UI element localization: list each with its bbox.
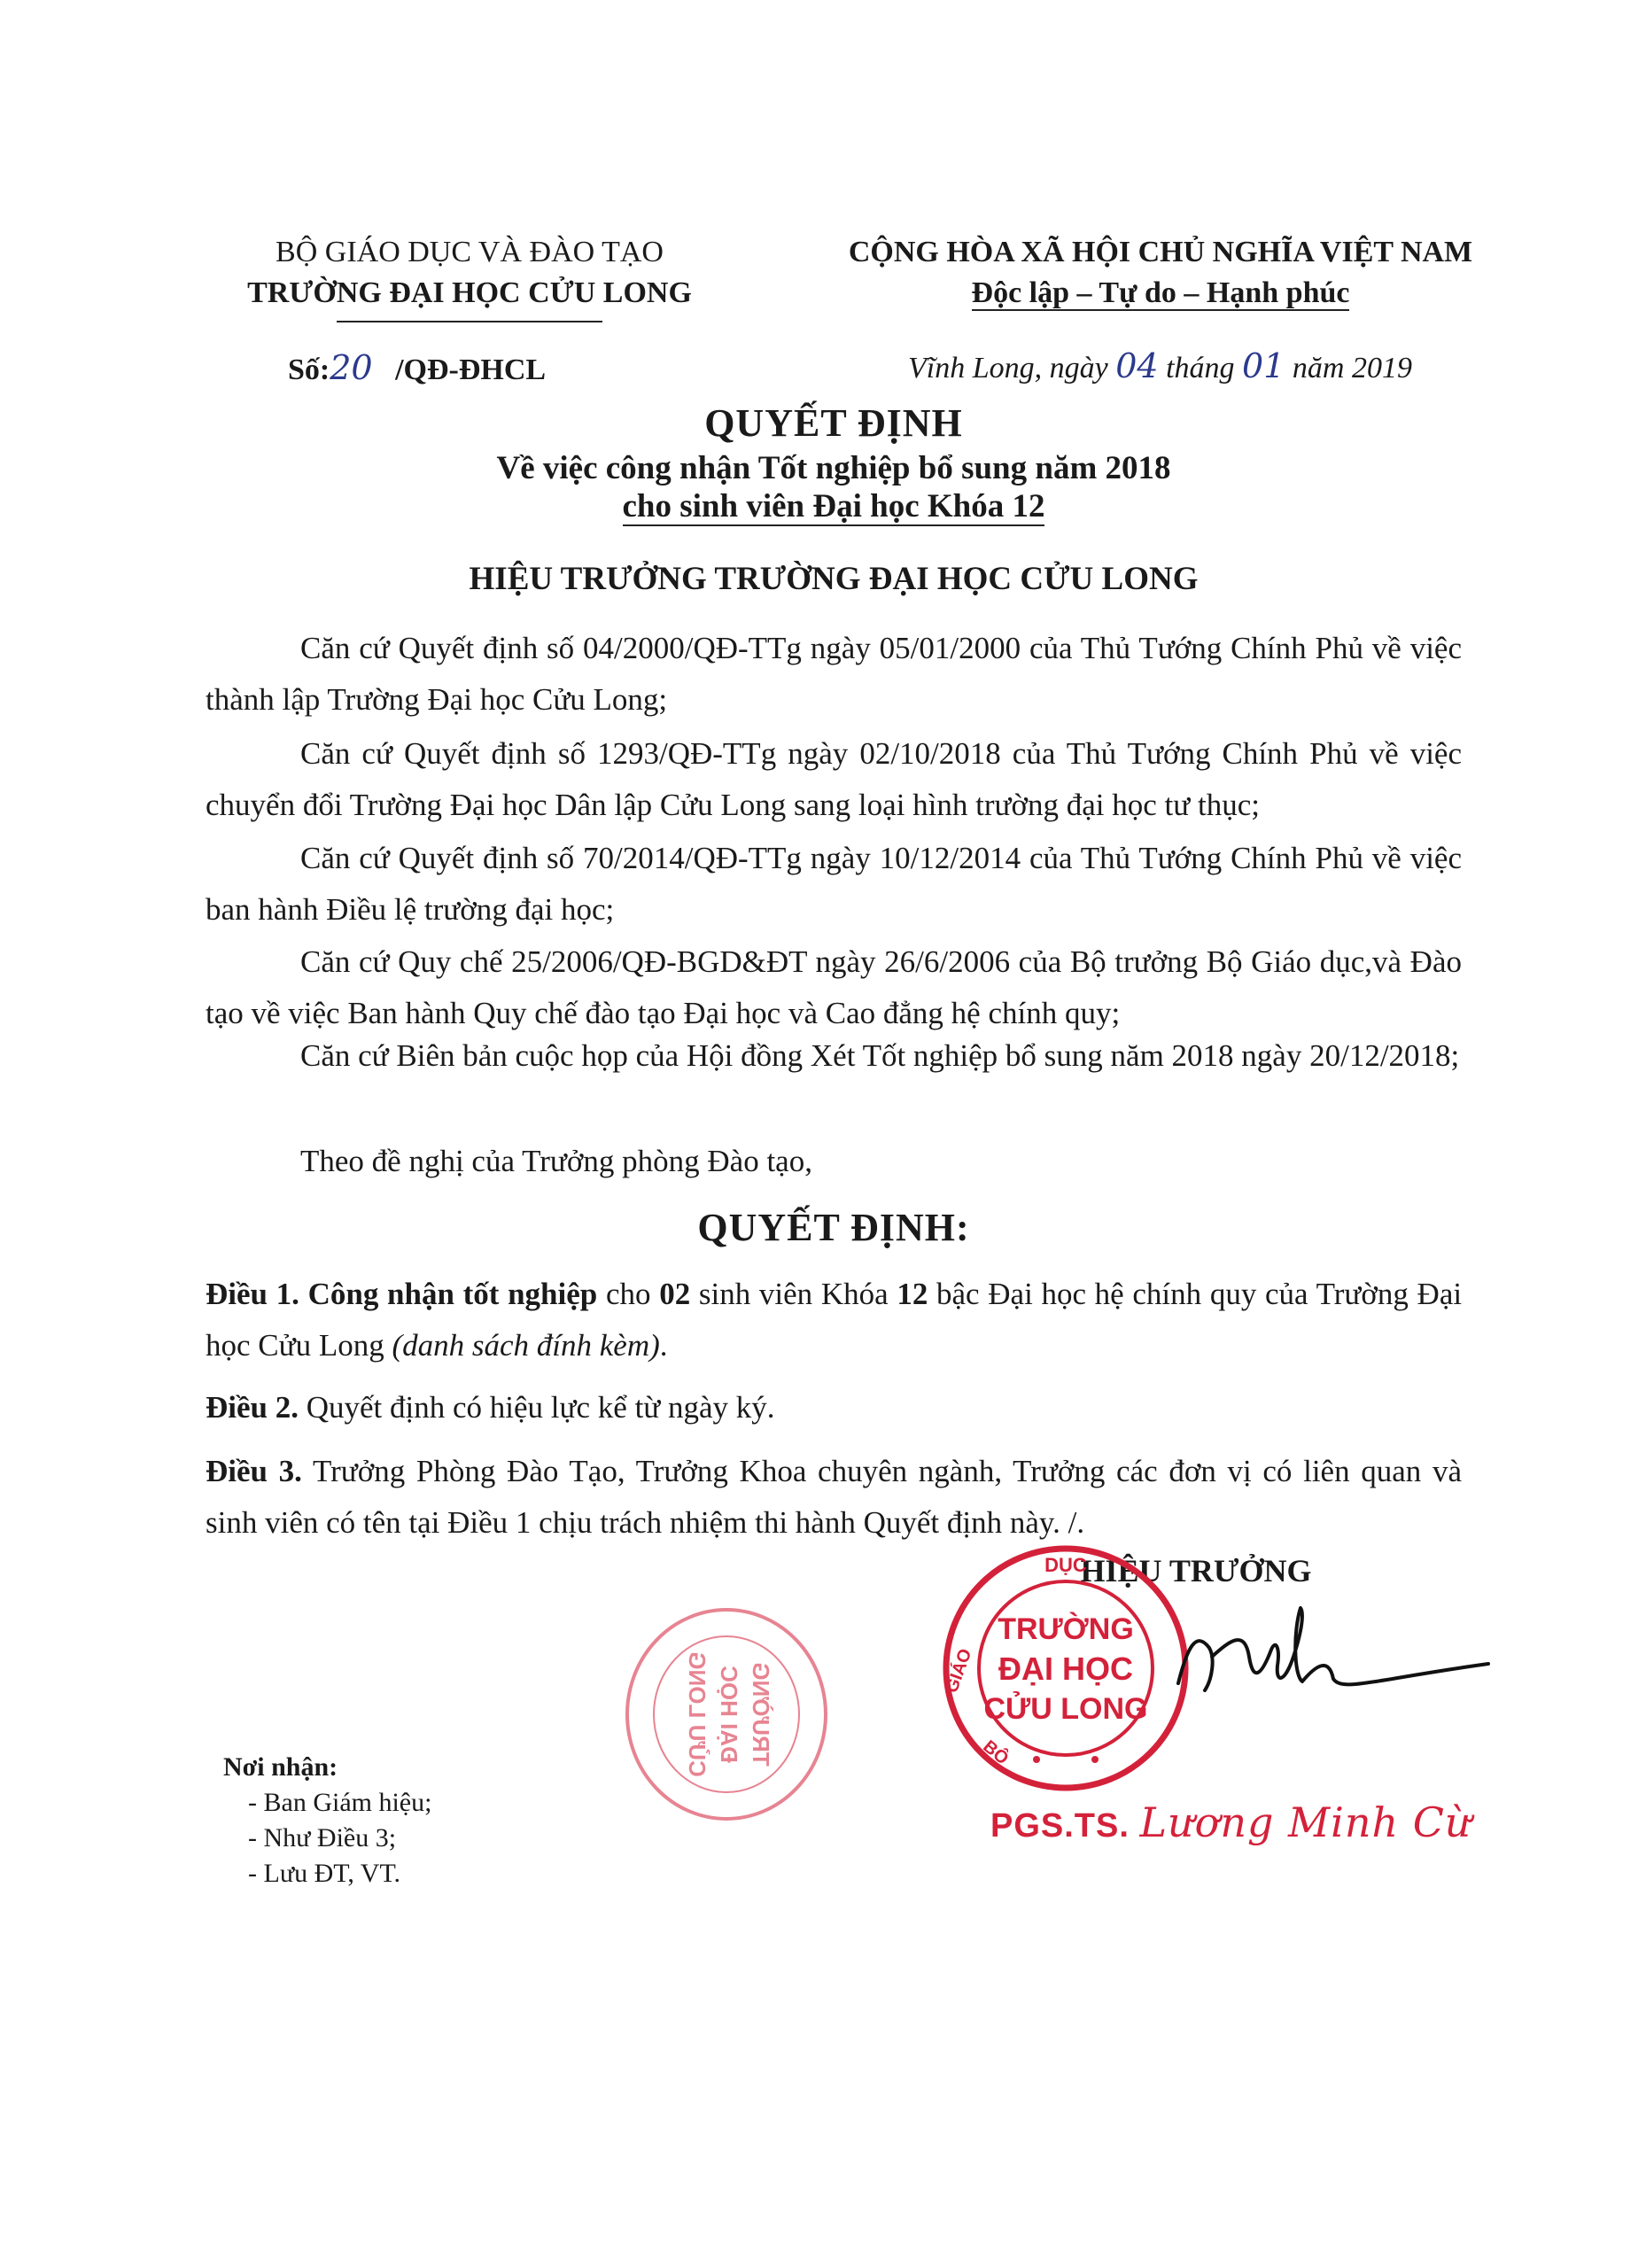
recipients-block: [223, 1750, 431, 1891]
basis-5: Căn cứ Biên bản cuộc họp của Hội đồng Xét Tốt nghiệp bổ sung năm 2018 ngày 20/12/2018;: [300, 1038, 1460, 1073]
basis-1: Căn cứ Quyết định số 04/2000/QĐ-TTg ngày 05/01/2000 của Thủ Tướng Chính Phủ về việc thành lập Trường Đại học Cửu Long;: [206, 631, 1462, 717]
article-1-label: Điều 1.: [206, 1277, 299, 1311]
stamp-line3: CỬU LONG: [983, 1692, 1148, 1726]
header-left-rule: [337, 321, 602, 322]
faded-stamp-line2: ĐẠI HỌC: [716, 1666, 742, 1763]
motto: Độc lập – Tự do – Hạnh phúc: [971, 276, 1350, 309]
article-1-t1: cho: [605, 1277, 651, 1311]
title-main: QUYẾT ĐỊNH: [704, 401, 963, 445]
faded-stamp-line1: TRƯỜNG: [748, 1662, 774, 1767]
doc-number-suffix: /QĐ-ĐHCL: [395, 353, 547, 386]
date-year: năm 2019: [1292, 352, 1412, 384]
date-place: Vĩnh Long, ngày: [908, 352, 1108, 384]
basis-4: Căn cứ Quy chế 25/2006/QĐ-BGD&ĐT ngày 26/6/2006 của Bộ trưởng Bộ Giáo dục,và Đào tạo về việc Ban hành Quy chế đào tạo Đại học và Cao đẳng hệ chính quy;: [206, 944, 1462, 1030]
article-1-course: 12: [897, 1277, 928, 1311]
ministry-name: BỘ GIÁO DỤC VÀ ĐÀO TẠO: [276, 236, 664, 268]
article-1-t2: sinh viên Khóa: [698, 1277, 889, 1311]
title-line2-wrap: [206, 487, 1462, 525]
header-right: [815, 232, 1506, 314]
date-month: 01: [1242, 346, 1285, 385]
signatory-fullname: Lương Minh Cừ: [1139, 1798, 1472, 1846]
stamp-line1: TRƯỜNG: [998, 1612, 1134, 1646]
article-1-bold: Công nhận tốt nghiệp: [307, 1277, 598, 1311]
stamp-left-text: GIÁO: [942, 1646, 976, 1696]
doc-number-value: 20: [330, 348, 373, 387]
basis-6: Theo đề nghị của Trưởng phòng Đào tạo,: [300, 1144, 812, 1178]
article-1-attachment: (danh sách đính kèm): [392, 1328, 660, 1363]
basis-2: Căn cứ Quyết định số 1293/QĐ-TTg ngày 02/10/2018 của Thủ Tướng Chính Phủ về việc chuyển đổi Trường Đại học Dân lập Cửu Long sang loại hình trường đại học tư thục;: [206, 736, 1462, 822]
title-block: [206, 400, 1462, 525]
country-name: CỘNG HÒA XÃ HỘI CHỦ NGHĨA VIỆT NAM: [848, 236, 1473, 268]
doc-number: [288, 347, 546, 391]
recipient-item: - Ban Giám hiệu;: [248, 1788, 432, 1817]
article-3-text: Trưởng Phòng Đào Tạo, Trưởng Khoa chuyên ngành, Trưởng các đơn vị có liên quan và sinh viên có tên tại Điều 1 chịu trách nhiệm thi hành Quyết định này. /.: [206, 1454, 1462, 1540]
stamp-top-text: DỤC: [1044, 1554, 1087, 1576]
article-1-count: 02: [659, 1277, 691, 1311]
signature-role: HIỆU TRƯỞNG: [1080, 1553, 1312, 1588]
article-1-t3: bậc Đại học hệ chính quy của Trường Đại học Cửu Long: [206, 1277, 1463, 1363]
article-3-label: Điều 3.: [206, 1454, 302, 1488]
date-month-label: tháng: [1166, 352, 1235, 384]
authority-heading: HIỆU TRƯỞNG TRƯỜNG ĐẠI HỌC CỬU LONG: [469, 561, 1199, 597]
recipient-item: - Lưu ĐT, VT.: [248, 1859, 401, 1888]
faded-stamp-line3: CỬU LONG: [684, 1651, 710, 1777]
university-name: TRƯỜNG ĐẠI HỌC CỬU LONG: [247, 276, 692, 309]
faded-stamp-impression: [620, 1604, 833, 1825]
article-3: [206, 1446, 1462, 1549]
motto-wrap: [815, 273, 1506, 314]
header-left: [213, 232, 726, 314]
article-1: [206, 1269, 1462, 1371]
date-day: 04: [1115, 346, 1159, 385]
title-line2: cho sinh viên Đại học Khóa 12: [622, 488, 1045, 524]
date-line: [908, 346, 1412, 389]
stamp-line2: ĐẠI HỌC: [998, 1651, 1133, 1687]
decision-heading: QUYẾT ĐỊNH:: [697, 1206, 970, 1249]
article-2-label: Điều 2.: [206, 1390, 299, 1425]
article-2: [206, 1382, 1462, 1433]
signatory-name: [990, 1798, 1472, 1846]
doc-number-prefix: Số:: [288, 353, 330, 386]
article-2-text: Quyết định có hiệu lực kể từ ngày ký.: [306, 1390, 775, 1425]
recipients-heading: Nơi nhận:: [223, 1752, 338, 1782]
article-1-end: .: [659, 1328, 668, 1363]
basis-3: Căn cứ Quyết định số 70/2014/QĐ-TTg ngày 10/12/2014 của Thủ Tướng Chính Phủ về việc ban hành Điều lệ trường đại học;: [206, 841, 1462, 927]
title-line1: Về việc công nhận Tốt nghiệp bổ sung năm 2018: [496, 450, 1171, 486]
handwritten-signature: [1161, 1595, 1497, 1719]
official-stamp: [937, 1540, 1194, 1797]
signatory-title: PGS.TS.: [990, 1807, 1130, 1845]
recipient-item: - Như Điều 3;: [248, 1823, 397, 1852]
stamp-bottom-text: BỘ: [979, 1736, 1013, 1769]
